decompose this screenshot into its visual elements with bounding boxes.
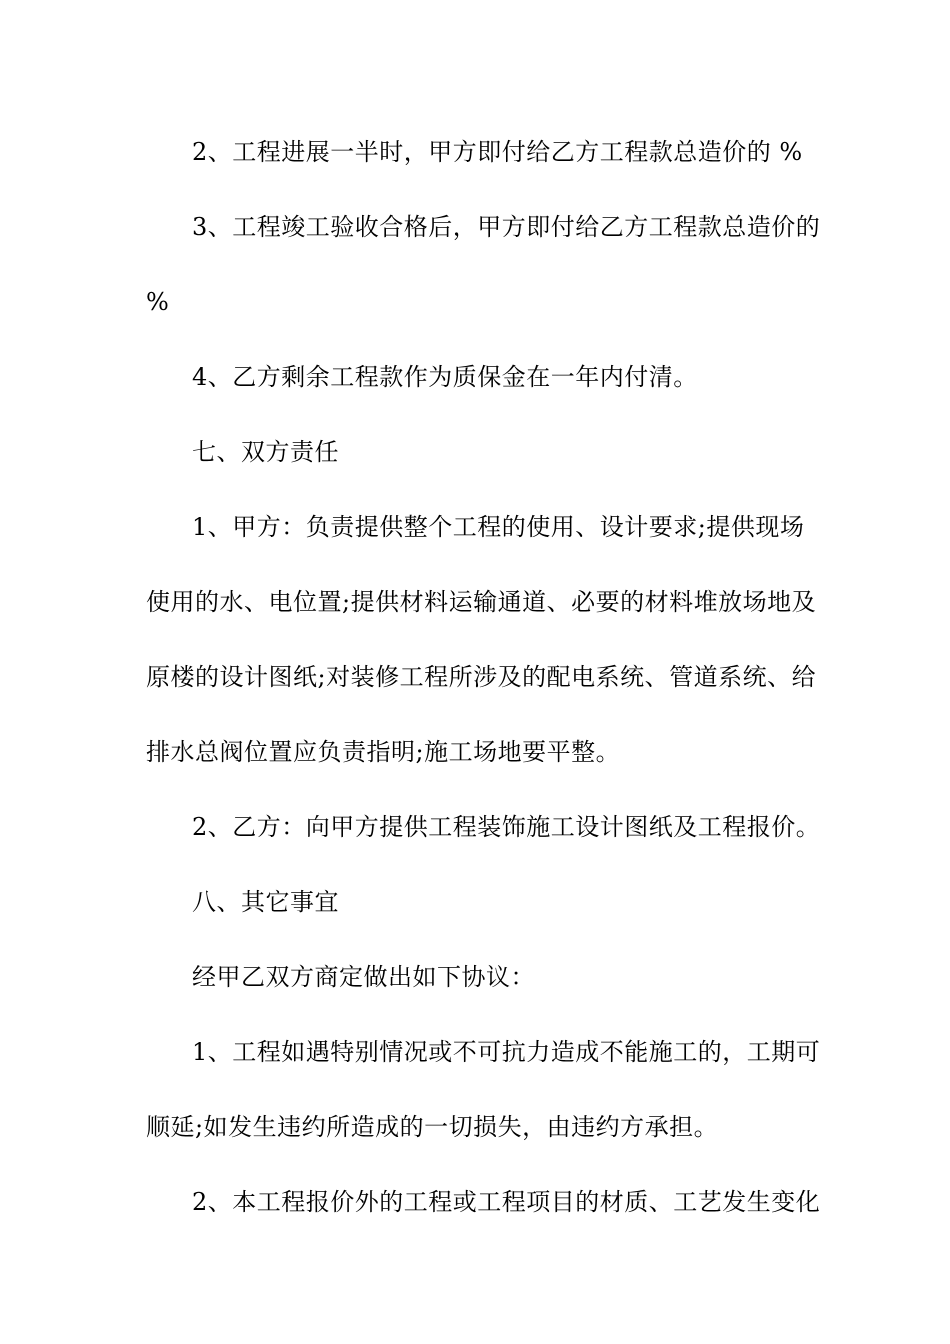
party-a-responsibility: 1、甲方：负责提供整个工程的使用、设计要求;提供现场 (192, 513, 805, 541)
agreement-intro: 经甲乙双方商定做出如下协议： (192, 963, 535, 991)
party-a-responsibility-line-2: 使用的水、电位置;提供材料运输通道、必要的材料堆放场地及 (146, 588, 817, 616)
payment-clause-3: 3、工程竣工验收合格后，甲方即付给乙方工程款总造价的 (192, 213, 821, 241)
other-clause-1: 1、工程如遇特别情况或不可抗力造成不能施工的，工期可 (192, 1038, 821, 1066)
section-heading-other-matters: 八、其它事宜 (192, 888, 339, 916)
party-a-responsibility-line-4: 排水总阀位置应负责指明;施工场地要平整。 (146, 738, 621, 766)
section-heading-responsibilities: 七、双方责任 (192, 438, 339, 466)
payment-clause-2: 2、工程进展一半时，甲方即付给乙方工程款总造价的 % (192, 138, 803, 166)
party-b-responsibility: 2、乙方：向甲方提供工程装饰施工设计图纸及工程报价。 (192, 813, 821, 841)
party-a-responsibility-line-3: 原楼的设计图纸;对装修工程所涉及的配电系统、管道系统、给 (146, 663, 817, 691)
other-clause-2: 2、本工程报价外的工程或工程项目的材质、工艺发生变化 (192, 1188, 821, 1216)
payment-clause-3-continued: % (146, 288, 170, 316)
other-clause-1-continued: 顺延;如发生违约所造成的一切损失，由违约方承担。 (146, 1113, 719, 1141)
payment-clause-4: 4、乙方剩余工程款作为质保金在一年内付清。 (192, 363, 698, 391)
